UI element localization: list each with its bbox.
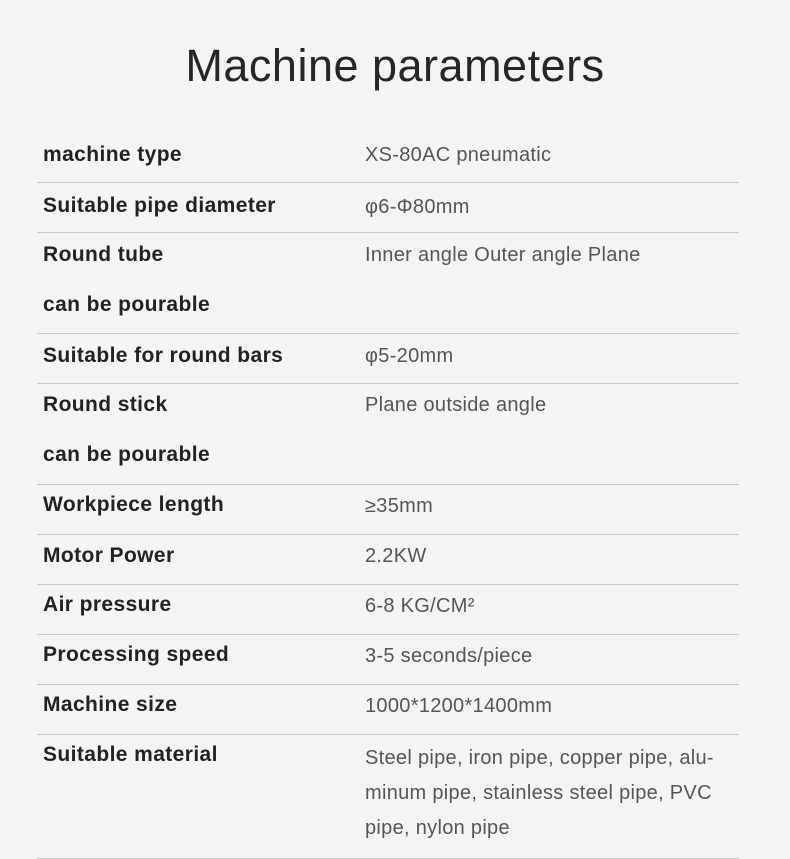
param-label: Air pressure [43, 593, 172, 616]
param-value: ≥35mm [365, 495, 434, 517]
table-row [37, 735, 739, 859]
param-label: Round stick can be pourable [43, 393, 211, 466]
table-row [37, 635, 739, 685]
param-value: φ5-20mm [365, 345, 454, 367]
param-label: Machine size [43, 693, 178, 716]
param-label: Suitable for round bars [43, 344, 284, 367]
table-row [37, 183, 739, 233]
param-value: 6-8 KG/CM² [365, 595, 475, 617]
param-label: Workpiece length [43, 493, 225, 516]
param-label: Round tube can be pourable [43, 243, 211, 316]
param-label: Processing speed [43, 643, 230, 666]
parameters-table [37, 131, 739, 859]
param-value: 1000*1200*1400mm [365, 695, 553, 717]
param-value: XS-80AC pneumatic [365, 144, 552, 166]
param-label: machine type [43, 143, 183, 166]
table-row [37, 131, 739, 183]
param-value: Steel pipe, iron pipe, copper pipe, alu- minum pipe, stainless steel pipe, PVC pipe, nylon pipe [365, 747, 714, 839]
table-row [37, 485, 739, 535]
param-label: Suitable material [43, 743, 218, 766]
table-row [37, 334, 739, 384]
param-value: φ6-Φ80mm [365, 196, 470, 218]
table-row [37, 535, 739, 585]
param-label: Suitable pipe diameter [43, 194, 276, 217]
param-value: 2.2KW [365, 545, 427, 567]
param-value: Plane outside angle [365, 394, 547, 416]
table-row [37, 685, 739, 735]
table-row [37, 384, 739, 485]
table-row [37, 233, 739, 334]
page-title: Machine parameters [185, 40, 605, 91]
table-row [37, 585, 739, 635]
param-value: 3-5 seconds/piece [365, 645, 533, 667]
param-value: Inner angle Outer angle Plane [365, 244, 641, 266]
param-label: Motor Power [43, 544, 175, 567]
